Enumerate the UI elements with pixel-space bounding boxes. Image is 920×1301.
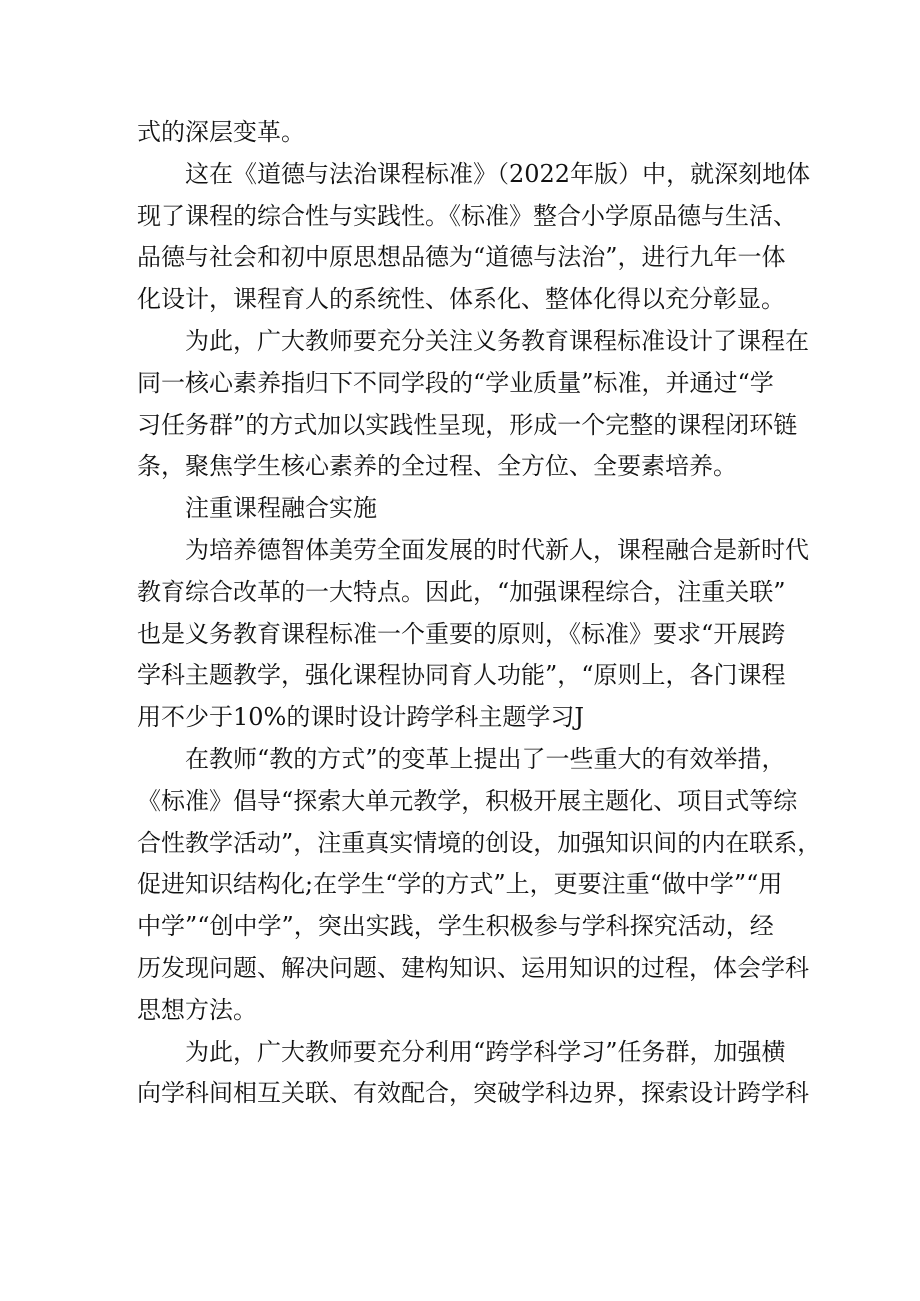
text-line: 为培养德智体美劳全面发展的时代新人，课程融合是新时代 <box>185 535 809 564</box>
text-line: 思想方法。 <box>137 995 257 1024</box>
paragraph-4 <box>137 530 809 739</box>
text-line: 现了课程的综合性与实践性。《标准》整合小学原品德与生活、 <box>137 201 797 230</box>
text-line: 为此，广大教师要充分关注义务教育课程标准设计了课程在 <box>185 326 809 355</box>
text-line: 教育综合改革的一大特点。因此，“加强课程综合，注重关联” <box>137 577 786 606</box>
text-line: 用不少于10%的课时设计跨学科主题学习J <box>137 703 584 732</box>
text-line: 学科主题教学，强化课程协同育人功能”，“原则上，各门课程 <box>137 661 786 690</box>
text-line: 化设计，课程育人的系统性、体系化、整体化得以充分彰显。 <box>137 285 785 314</box>
text-line: 也是义务教育课程标准一个重要的原则，《标准》要求“开展跨 <box>137 619 786 648</box>
text-line: 中学”“创中学”，突出实践，学生积极参与学科探究活动，经 <box>137 912 774 941</box>
text-line: 这在《道德与法治课程标准》（2022年版）中，就深刻地体 <box>185 159 811 188</box>
text-line: 向学科间相互关联、有效配合，突破学科边界，探索设计跨学科 <box>137 1079 809 1108</box>
section-heading-text: 注重课程融合实施 <box>185 494 377 523</box>
paragraph-5 <box>137 739 822 1032</box>
paragraph-1 <box>137 112 797 154</box>
text-line: 历发现问题、解决问题、建构知识、运用知识的过程，体会学科 <box>137 953 809 982</box>
text-line: 合性教学活动”，注重真实情境的创设，加强知识间的内在联系， <box>137 828 822 857</box>
paragraph-6 <box>137 1032 809 1116</box>
paragraph-2 <box>137 154 811 321</box>
text-line: 品德与社会和初中原思想品德为“道德与法治”，进行九年一体 <box>137 243 786 272</box>
document-body <box>137 112 822 1115</box>
text-line: 为此，广大教师要充分利用“跨学科学习”任务群，加强横 <box>185 1037 786 1066</box>
text-line: 在教师“教的方式”的变革上提出了一些重大的有效举措， <box>185 744 786 773</box>
text-line: 条，聚焦学生核心素养的全过程、全方位、全要素培养。 <box>137 452 737 481</box>
section-heading <box>137 488 797 530</box>
text-line: 促进知识结构化;在学生“学的方式”上，更要注重“做中学”“用 <box>137 870 783 899</box>
paragraph-3 <box>137 321 809 488</box>
text-line: 式的深层变革。 <box>137 118 305 146</box>
text-line: 《标准》倡导“探索大单元教学，积极开展主题化、项目式等综 <box>137 786 798 815</box>
text-line: 习任务群”的方式加以实践性呈现，形成一个完整的课程闭环链 <box>137 410 798 439</box>
text-line: 同一核心素养指归下不同学段的“学业质量”标准，并通过“学 <box>137 368 774 397</box>
